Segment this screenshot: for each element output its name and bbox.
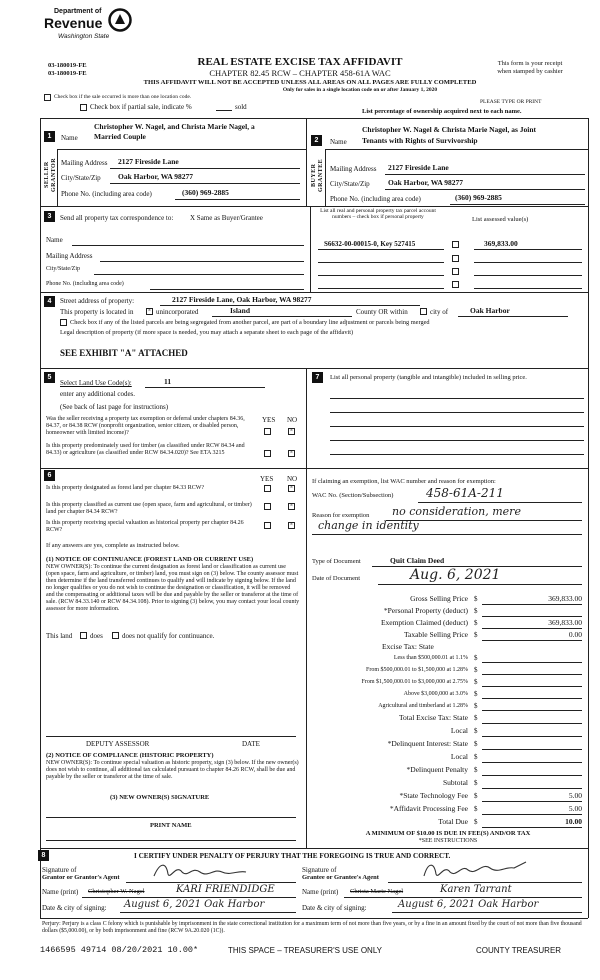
- parcel-personal-checkbox-2[interactable]: [452, 255, 459, 262]
- gross-dollar: $: [474, 595, 478, 603]
- city-value: Oak Harbor: [470, 306, 510, 315]
- deputy-date-label: DATE: [242, 740, 260, 748]
- sold-label: sold: [235, 103, 247, 111]
- tier4-dollar: $: [474, 690, 478, 698]
- section-6-number: 6: [44, 470, 55, 481]
- buyer-side-label: BUYER GRANTEE: [311, 158, 324, 192]
- grantee-name-hand: Karen Tarrant: [440, 884, 512, 895]
- wa-state-label: Washington State: [58, 33, 110, 40]
- seller-side-label: SELLER GRANTOR: [44, 157, 57, 193]
- affidavit-fee-label: *Affidavit Processing Fee: [389, 804, 468, 813]
- s5-q1: Was the seller receiving a property tax exemption or deferral under chapters 84.36, 84.37, or 84.38 RCW (nonprofit organization, senior citizen, or disabled person, homeowner with limited income)?: [46, 416, 245, 436]
- grantor-printed-struck: Christopher W. Nagel: [88, 888, 145, 895]
- interest-state-label: *Delinquent Interest: State: [387, 739, 468, 748]
- grantee-signature: [420, 858, 530, 882]
- grantor-signature: [150, 860, 250, 882]
- s5-q2-yes[interactable]: [264, 450, 271, 457]
- segregated-checkbox[interactable]: [60, 319, 67, 326]
- city-of-label: city of: [430, 308, 449, 316]
- total-state-label: Total Excise Tax: State: [398, 713, 468, 722]
- s6-q3-no[interactable]: ×: [289, 522, 294, 528]
- form-number-2: 03-180019-FE: [48, 70, 87, 77]
- tier1-label: Less than $500,000.01 at 1.1%: [393, 655, 468, 661]
- s6-q1-no[interactable]: ×: [289, 485, 294, 491]
- tier5-label: Agricultural and timberland at 1.28%: [378, 703, 468, 709]
- notice2-body: NEW OWNER(S): To continue special valuation as historic property, sign (3) below. If the new owner(s) does not wish to continue, all additional tax calculated pursuant to chapter 84.26 RCW, shall be due and payable by the seller or transferor at the time of sale.: [46, 760, 299, 781]
- partial-sale-checkbox[interactable]: [80, 104, 87, 111]
- parcel-personal-checkbox-4[interactable]: [452, 281, 459, 288]
- grantee-date-hand: August 6, 2021 Oak Harbor: [398, 899, 539, 910]
- grantee-sig-label-2: Grantee or Grantee's Agent: [302, 874, 379, 881]
- form-only-for: Only for sales in a single location code on or after January 1, 2020: [282, 87, 438, 93]
- seller-city-value: Oak Harbor, WA 98277: [118, 172, 194, 181]
- does-label: does: [90, 632, 103, 640]
- total-state-dollar: $: [474, 714, 478, 722]
- buyer-city-label: City/State/Zip: [330, 180, 370, 188]
- exempt-dollar: $: [474, 619, 478, 627]
- deputy-assessor-label: DEPUTY ASSESSOR: [86, 740, 150, 748]
- s5-yes-header: YES: [262, 416, 276, 424]
- dor-emblem-icon: [108, 8, 132, 32]
- buyer-phone-label: Phone No. (including area code): [330, 195, 421, 203]
- unincorporated-checkbox[interactable]: ×: [147, 308, 152, 314]
- notice2-title: (2) NOTICE OF COMPLIANCE (HISTORIC PROPERTY): [46, 752, 214, 759]
- county-or-label: County OR within: [356, 308, 408, 316]
- tech-fee-dollar: $: [474, 792, 478, 800]
- s3-mail-label: Mailing Address: [46, 252, 93, 260]
- seller-phone-value: (360) 969-2885: [182, 188, 229, 197]
- assessed-value: 369,833.00: [484, 239, 518, 248]
- tier3-dollar: $: [474, 678, 478, 686]
- perjury-note: Perjury: Perjury is a class C felony which is punishable by imprisonment in the state correctional institution for a maximum term of not more than five years, or by a fine in an amount fixed by the court of not more than five thousand dollars ($5,000.00), or by both imprisonment and fine (RCW 9A.20.020 (1C)).: [42, 921, 582, 934]
- land-use-value: 11: [164, 377, 172, 386]
- land-does-checkbox[interactable]: [80, 632, 87, 639]
- see-back-label: (See back of last page for instructions): [60, 403, 169, 411]
- does-not-label: does not qualify for continuance.: [122, 632, 215, 640]
- parcel-personal-checkbox-1[interactable]: [452, 241, 459, 248]
- partial-percent-field[interactable]: [216, 103, 232, 111]
- taxable-value: 0.00: [568, 630, 582, 639]
- multi-location-checkbox[interactable]: [44, 94, 51, 101]
- segregated-label: Check box if any of the listed parcels are being segregated from another parcel, are part of a boundary line adjustment or parcels being merged: [70, 319, 430, 326]
- form-chapter: CHAPTER 82.45 RCW – CHAPTER 458-61A WAC: [209, 68, 391, 78]
- section-2-number: 2: [311, 135, 322, 146]
- dept-label: Department of: [54, 8, 102, 15]
- grantor-sig-label-2: Grantor or Grantor's Agent: [42, 874, 120, 881]
- parcel-list-header: List all real and personal property tax parcel account numbers – check box if personal property: [320, 208, 436, 221]
- grantee-sig-label-1: Signature of: [302, 866, 337, 874]
- doc-type-label: Type of Document: [312, 558, 361, 565]
- county-treasurer-label: COUNTY TREASURER: [476, 946, 562, 955]
- seller-mail-value: 2127 Fireside Lane: [118, 157, 179, 166]
- wac-value: 458-61A-211: [426, 486, 504, 500]
- land-does-not-checkbox[interactable]: [112, 632, 119, 639]
- grantee-date-label: Date & city of signing:: [302, 904, 367, 912]
- section-3-number: 3: [44, 211, 55, 222]
- see-instructions-note: *SEE INSTRUCTIONS: [418, 838, 478, 844]
- revenue-label: Revenue: [44, 15, 103, 31]
- multi-location-label: Check box if the sale occurred is more than one location code.: [54, 94, 192, 100]
- grantee-printed-struck: Christa Marie Nagel: [350, 888, 404, 895]
- street-value: 2127 Fireside Lane, Oak Harbor, WA 98277: [172, 295, 312, 304]
- s6-q2-no[interactable]: ×: [289, 503, 294, 509]
- s6-yes-header: YES: [260, 475, 274, 483]
- receipt-note-2: when stamped by cashier: [497, 68, 563, 75]
- s5-q2-no[interactable]: ×: [289, 450, 294, 456]
- section-1-number: 1: [44, 131, 55, 142]
- seller-name-label: Name: [61, 134, 78, 142]
- parcel-number: S6632-00-00015-0, Key 527415: [324, 240, 416, 248]
- form-title: REAL ESTATE EXCISE TAX AFFIDAVIT: [197, 56, 403, 68]
- certify-statement: I CERTIFY UNDER PENALTY OF PERJURY THAT THE FOREGOING IS TRUE AND CORRECT.: [134, 852, 451, 860]
- interest-state-dollar: $: [474, 740, 478, 748]
- taxable-label: Taxable Selling Price: [403, 630, 468, 639]
- parcel-personal-checkbox-3[interactable]: [452, 268, 459, 275]
- taxable-dollar: $: [474, 631, 478, 639]
- s3-name-label: Name: [46, 236, 63, 244]
- reason-line2: change in identity: [318, 519, 419, 532]
- seller-name-line1: Christopher W. Nagel, and Christa Marie Nagel, a: [94, 122, 255, 131]
- personal-property-label: List all personal property (tangible and intangible) included in selling price.: [330, 374, 527, 381]
- grantor-sig-label-1: Signature of: [42, 866, 77, 874]
- seller-mail-label: Mailing Address: [61, 159, 108, 167]
- tier3-label: From $1,500,000.01 to $3,000,000 at 2.75%: [361, 679, 468, 685]
- seller-city-label: City/State/Zip: [61, 174, 101, 182]
- new-owner-sig-label: (3) NEW OWNER(S) SIGNATURE: [110, 794, 210, 801]
- buyer-name-line2: Tenants with Rights of Survivorship: [362, 136, 478, 145]
- seller-name-line2: Married Couple: [94, 132, 146, 141]
- send-correspondence-label: Send all property tax correspondence to:: [60, 214, 174, 222]
- exempt-label: Exemption Claimed (deduct): [380, 618, 468, 627]
- recording-stamp: 1466595 49714 08/20/2021 10.00*: [40, 945, 199, 955]
- land-use-label: Select Land Use Code(s):: [60, 379, 132, 387]
- minimum-note: A MINIMUM OF $10.00 IS DUE IN FEE(S) AND/OR TAX: [365, 830, 531, 837]
- s5-q1-yes[interactable]: [264, 428, 271, 435]
- gross-value: 369,833.00: [548, 594, 582, 603]
- section-5-number: 5: [44, 372, 55, 383]
- local-dollar: $: [474, 727, 478, 735]
- ownership-note: List percentage of ownership acquired next to each name.: [362, 108, 522, 115]
- gross-label: Gross Selling Price: [410, 594, 468, 603]
- within-city-checkbox[interactable]: [420, 308, 427, 315]
- section-4-number: 4: [44, 296, 55, 307]
- tier2-dollar: $: [474, 666, 478, 674]
- tech-fee-label: *State Technology Fee: [399, 791, 468, 800]
- subtotal-label: Subtotal: [442, 778, 468, 787]
- affidavit-fee-dollar: $: [474, 805, 478, 813]
- legal-desc-label: Legal description of property (if more space is needed, you may attach a separate sheet to each page of the affidavit): [60, 329, 354, 336]
- interest-local-dollar: $: [474, 753, 478, 761]
- assessed-header: List assessed value(s): [472, 216, 529, 223]
- reason-line1: no consideration, mere: [392, 505, 521, 518]
- tier4-label: Above $3,000,000 at 3.0%: [403, 691, 468, 697]
- section-8-number: 8: [38, 850, 49, 861]
- buyer-city-value: Oak Harbor, WA 98277: [388, 178, 464, 187]
- this-land-label: This land: [46, 632, 73, 640]
- section-7-number: 7: [312, 372, 323, 383]
- seller-phone-label: Phone No. (including area code): [61, 190, 152, 198]
- tier5-dollar: $: [474, 702, 478, 710]
- s5-no-header: NO: [287, 416, 298, 424]
- tier2-label: From $500,000.01 to $1,500,000 at 1.28%: [366, 667, 468, 673]
- partial-sale-label: Check box if partial sale, indicate %: [90, 103, 192, 111]
- wac-label: WAC No. (Section/Subsection): [312, 492, 394, 499]
- s3-city-label: City/State/Zip: [46, 266, 80, 272]
- tech-fee-value: 5.00: [568, 791, 582, 800]
- buyer-name-label: Name: [330, 138, 347, 146]
- buyer-mail-label: Mailing Address: [330, 165, 377, 173]
- personal-dollar: $: [474, 607, 478, 615]
- s6-q3: Is this property receiving special valuation as historical property per chapter 84.26 RCW?: [46, 520, 244, 533]
- reason-label: Reason for exemption: [312, 512, 370, 519]
- grantor-date-hand: August 6, 2021 Oak Harbor: [124, 899, 265, 910]
- s3-phone-label: Phone No. (including area code): [46, 281, 124, 287]
- unincorporated-label: unincorporated: [156, 308, 199, 316]
- penalty-label: *Delinquent Penalty: [406, 765, 468, 774]
- type-print-label: PLEASE TYPE OR PRINT: [480, 99, 542, 105]
- additional-codes-label: enter any additional codes.: [60, 390, 136, 398]
- total-due-dollar: $: [474, 818, 478, 826]
- buyer-name-line1: Christopher W. Nagel & Christa Marie Nagel, as Joint: [362, 125, 537, 134]
- excise-state-label: Excise Tax: State: [382, 642, 434, 651]
- total-due-label: Total Due: [438, 817, 468, 826]
- if-yes-note: If any answers are yes, complete as instructed below.: [46, 542, 180, 549]
- grantee-name-label: Name (print): [302, 888, 339, 896]
- doc-date-label: Date of Document: [312, 575, 361, 582]
- receipt-note-1: This form is your receipt: [497, 60, 563, 67]
- doc-date-value: Aug. 6, 2021: [410, 567, 501, 583]
- tier1-dollar: $: [474, 654, 478, 662]
- s6-no-header: NO: [287, 475, 298, 483]
- doc-type-value: Quit Claim Deed: [390, 556, 445, 565]
- street-label: Street address of property:: [60, 297, 135, 305]
- s6-q2: Is this property classified as current use (open space, farm and agricultural, or timber) land per chapter 84.34 RCW?: [46, 502, 252, 515]
- form-number-1: 03-180019-FE: [48, 62, 87, 69]
- claim-exemption-label: If claiming an exemption, list WAC number and reason for exemption:: [312, 478, 496, 485]
- grantor-name-label: Name (print): [42, 888, 79, 896]
- form-warning: THIS AFFIDAVIT WILL NOT BE ACCEPTED UNLESS ALL AREAS ON ALL PAGES ARE FULLY COMPLETED: [143, 79, 477, 86]
- print-name-label: PRINT NAME: [150, 822, 192, 829]
- interest-local-label: Local: [450, 752, 468, 761]
- exhibit-note: SEE EXHIBIT "A" ATTACHED: [60, 348, 188, 358]
- s6-q3-yes[interactable]: [264, 522, 271, 529]
- grantor-date-label: Date & city of signing:: [42, 904, 107, 912]
- buyer-phone-value: (360) 969-2885: [455, 193, 502, 202]
- notice1-title: (1) NOTICE OF CONTINUANCE (FOREST LAND OR CURRENT USE): [46, 556, 254, 563]
- total-due-value: 10.00: [565, 817, 582, 826]
- buyer-mail-value: 2127 Fireside Lane: [388, 163, 449, 172]
- s5-q1-no[interactable]: ×: [289, 428, 294, 434]
- affidavit-fee-value: 5.00: [568, 804, 582, 813]
- dor-logo: [44, 6, 134, 50]
- same-as-buyer-label: X Same as Buyer/Grantee: [190, 214, 263, 222]
- located-in-label: This property is located in: [60, 308, 134, 316]
- s6-q2-yes[interactable]: [264, 503, 271, 510]
- county-value: Island: [230, 306, 251, 315]
- grantor-name-hand: KARI FRIENDIDGE: [176, 884, 275, 895]
- local-label: Local: [450, 726, 468, 735]
- notice1-body: NEW OWNER(S): To continue the current designation as forest land or classification as current use (open space, farm and agriculture, or timber) land, you must sign on (3) below. The county assessor must then determine if the land transferred continues to qualify and will indicate by signing below. If the land no longer qualifies or you do not wish to continue the designation or classification, it will be removed and the compensating or additional taxes will be due and payable by the seller or transferor at the time of sale. (RCW 84.33.140 or RCW 84.34.108). Prior to signing (3) below, you may contact your local county assessor for more information.: [46, 564, 300, 613]
- s6-q1: Is this property designated as forest land per chapter 84.33 RCW?: [46, 485, 205, 491]
- penalty-dollar: $: [474, 766, 478, 774]
- s6-q1-yes[interactable]: [264, 485, 271, 492]
- exempt-value: 369,833.00: [548, 618, 582, 627]
- personal-label: *Personal Property (deduct): [383, 606, 468, 615]
- treasurer-space-label: THIS SPACE – TREASURER'S USE ONLY: [228, 946, 383, 955]
- subtotal-dollar: $: [474, 779, 478, 787]
- s5-q2: Is this property predominately used for timber (as classified under RCW 84.34 and 84.33) or agriculture (as classified under RCW 84.34.020)? See ETA 3215: [46, 443, 245, 456]
